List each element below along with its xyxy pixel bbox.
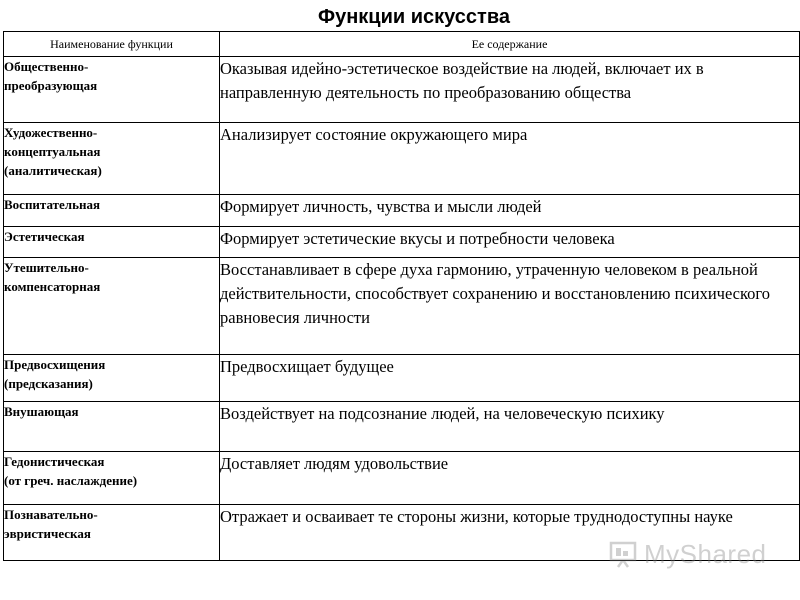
function-name [4,505,220,561]
function-content: Доставляет людям удовольствие [220,452,800,505]
slide-presentation-icon [608,539,638,569]
function-name-text: Внушающая [4,404,79,419]
function-content: Восстанавливает в сфере духа гармонию, утраченную человеком в реальной действительности, способствует сохранению и восстановлению психического равновесия личности [220,258,800,355]
table-row [4,195,800,227]
function-name [4,355,220,402]
table-row [4,57,800,123]
table-row [4,452,800,505]
function-content: Воздействует на подсознание людей, на человеческую психику [220,402,800,452]
function-name [4,123,220,195]
functions-table [3,31,800,561]
function-name [4,227,220,258]
function-name [4,195,220,227]
table-header-row [4,32,800,57]
function-name [4,402,220,452]
function-content: Оказывая идейно-эстетическое воздействие на людей, включает их в направленную деятельность по преобразованию общества [220,57,800,123]
function-content: Анализирует состояние окружающего мира [220,123,800,195]
watermark [608,536,768,572]
function-content: Отражает и осваивает те стороны жизни, которые труднодоступны науке [220,505,800,561]
function-name [4,57,220,123]
function-name-text: Художественно- концептуальная (аналитическая) [4,125,102,178]
table-row [4,402,800,452]
function-name [4,452,220,505]
function-name-text: Общественно- преобразующая [4,59,98,93]
function-content: Формирует эстетические вкусы и потребности человека [220,227,800,258]
page-title: Функции искусства [318,6,510,28]
table-row [4,227,800,258]
column-header-name: Наименование функции [4,32,220,57]
function-name-text: Воспитательная [4,197,100,212]
column-header-content: Ее содержание [220,32,800,57]
function-content: Формирует личность, чувства и мысли людей [220,195,800,227]
watermark-text: MyShared [644,538,767,569]
function-name [4,258,220,355]
function-name-text: Утешительно- компенсаторная [4,260,101,294]
function-name-text: Познавательно- эвристическая [4,507,98,541]
function-name-text: Предвосхищения (предсказания) [4,357,106,391]
function-name-text: Гедонистическая (от греч. наслаждение) [4,454,138,488]
function-content: Предвосхищает будущее [220,355,800,402]
function-name-text: Эстетическая [4,229,85,244]
table-row [4,258,800,355]
table-row [4,123,800,195]
table-row [4,355,800,402]
